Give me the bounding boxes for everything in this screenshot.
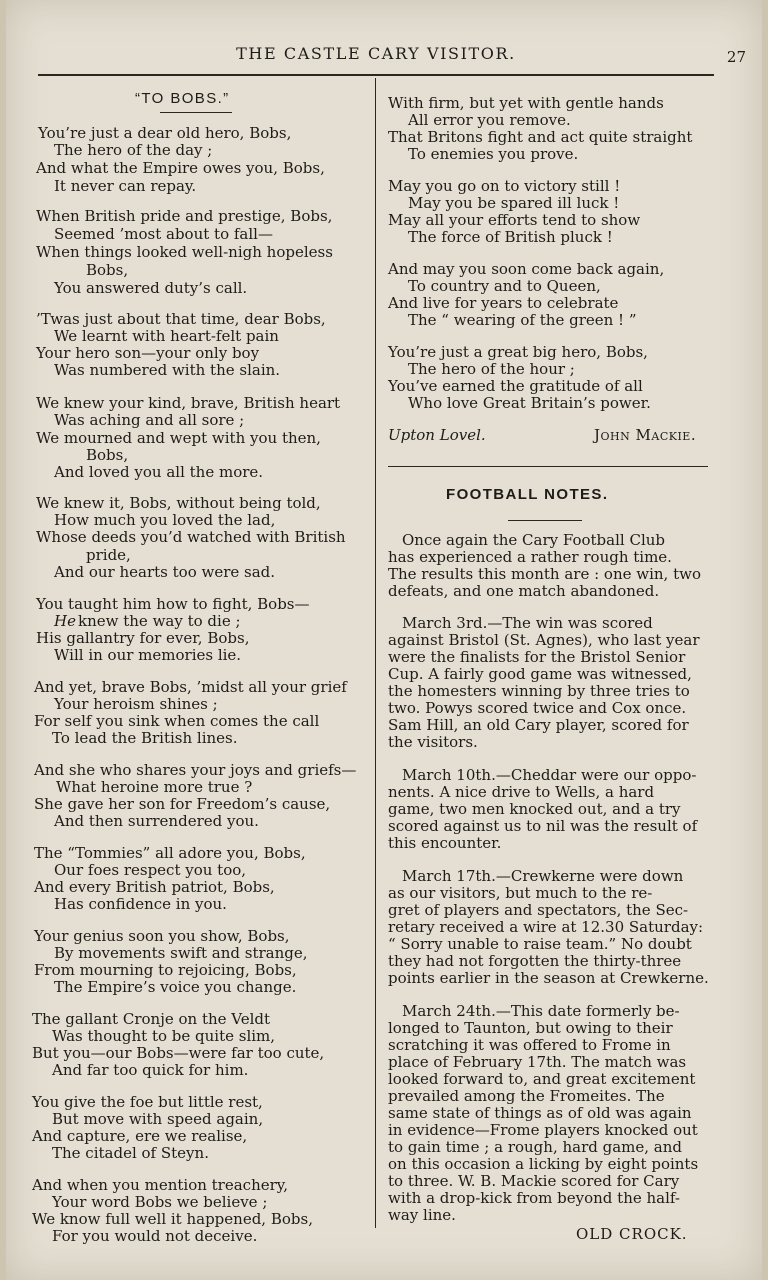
poem-line: And she who shares your joys and griefs— xyxy=(34,761,357,779)
header-rule xyxy=(38,74,714,76)
football-line: defeats, and one match abandoned. xyxy=(388,582,660,600)
poem-line: We mourned and wept with you then, xyxy=(36,429,321,447)
poem-line: From mourning to rejoicing, Bobs, xyxy=(34,961,297,979)
poem-line: ’Twas just about that time, dear Bobs, xyxy=(36,310,326,328)
football-line: scratching it was offered to Frome in xyxy=(388,1036,671,1054)
poem-line: Was thought to be quite slim, xyxy=(52,1027,276,1045)
poem-line: For you would not deceive. xyxy=(52,1227,258,1245)
page-number: 27 xyxy=(726,48,746,66)
football-line: March 3rd.—The win was scored xyxy=(402,614,653,632)
football-line: were the finalists for the Bristol Senior xyxy=(388,648,686,666)
football-line: on this occasion a licking by eight points xyxy=(388,1155,699,1173)
football-title: FOOTBALL NOTES. xyxy=(446,486,609,503)
poem-line: His gallantry for ever, Bobs, xyxy=(36,629,250,647)
poem-line: You answered duty’s call. xyxy=(54,279,248,297)
poem-line: That Britons fight and act quite straight xyxy=(388,128,693,146)
poem-line: And yet, brave Bobs, ’midst all your grief xyxy=(34,678,347,696)
poem-line: And when you mention treachery, xyxy=(32,1176,289,1194)
poem-line: Whose deeds you’d watched with British xyxy=(36,528,346,546)
poem-line: You’re just a great big hero, Bobs, xyxy=(388,343,648,361)
poem-line: Bobs, xyxy=(86,261,129,279)
poem-line: To country and to Queen, xyxy=(408,277,601,295)
poem-line: The Empire’s voice you change. xyxy=(54,978,297,996)
poem-line: With firm, but yet with gentle hands xyxy=(388,94,664,112)
football-line: game, two men knocked out, and a try xyxy=(388,800,681,818)
poem-line: May you be spared ill luck ! xyxy=(408,194,620,212)
poem-line: All error you remove. xyxy=(408,111,571,129)
poem-line: The hero of the day ; xyxy=(54,141,213,159)
football-line: with a drop-kick from beyond the half- xyxy=(388,1189,681,1207)
football-line: points earlier in the season at Crewkerne. xyxy=(388,969,709,987)
poem-line: And our hearts too were sad. xyxy=(54,563,276,581)
football-line: looked forward to, and great excitement xyxy=(388,1070,696,1088)
poem-line: Your hero son—your only boy xyxy=(36,344,260,362)
football-line: gret of players and spectators, the Sec- xyxy=(388,901,689,919)
poem-title-rule xyxy=(160,112,232,113)
football-line: as our visitors, but much to the re- xyxy=(388,884,653,902)
poem-line: The “Tommies” all adore you, Bobs, xyxy=(34,844,306,862)
poem-line: And every British patriot, Bobs, xyxy=(34,878,275,896)
poem-line: The citadel of Steyn. xyxy=(52,1144,209,1162)
poem-line: When British pride and prestige, Bobs, xyxy=(36,207,333,225)
poem-line: And live for years to celebrate xyxy=(388,294,619,312)
poem-line: You’ve earned the gratitude of all xyxy=(388,377,643,395)
football-line: they had not forgotten the thirty-three xyxy=(388,952,682,970)
football-title-rule xyxy=(508,520,582,521)
poem-line: By movements swift and strange, xyxy=(54,944,308,962)
football-line: Sam Hill, an old Cary player, scored for xyxy=(388,716,689,734)
poem-line: We knew it, Bobs, without being told, xyxy=(36,494,321,512)
poem-line: Who love Great Britain’s power. xyxy=(408,394,651,412)
football-line: prevailed among the Fromeites. The xyxy=(388,1087,665,1105)
football-line: the homesters winning by three tries to xyxy=(388,682,690,700)
football-line: retary received a wire at 12.30 Saturday: xyxy=(388,918,704,936)
poem-line: May all your efforts tend to show xyxy=(388,211,641,229)
football-line: place of February 17th. The match was xyxy=(388,1053,687,1071)
football-line: scored against us to nil was the result of xyxy=(388,817,698,835)
poem-line: And what the Empire owes you, Bobs, xyxy=(36,159,325,177)
football-line: longed to Taunton, but owing to their xyxy=(388,1019,673,1037)
football-line: to three. W. B. Mackie scored for Cary xyxy=(388,1172,680,1190)
poem-line: Our foes respect you too, xyxy=(54,861,247,879)
poem-line: We knew your kind, brave, British heart xyxy=(36,394,341,412)
football-line: March 17th.—Crewkerne were down xyxy=(402,867,684,885)
poem-line: We know full well it happened, Bobs, xyxy=(32,1210,313,1228)
poem-title: “TO BOBS.” xyxy=(135,90,230,107)
football-line: March 24th.—This date formerly be- xyxy=(402,1002,680,1020)
poem-line: And then surrendered you. xyxy=(54,812,259,830)
running-title: THE CASTLE CARY VISITOR. xyxy=(236,44,516,63)
poem-line: Bobs, xyxy=(86,446,129,464)
poem-line: She gave her son for Freedom’s cause, xyxy=(34,795,331,813)
football-line: Once again the Cary Football Club xyxy=(402,531,666,549)
football-line: “ Sorry unable to raise team.” No doubt xyxy=(388,935,692,953)
poem-line: And loved you all the more. xyxy=(54,463,264,481)
poem-line: To enemies you prove. xyxy=(408,145,579,163)
football-line: against Bristol (St. Agnes), who last year xyxy=(388,631,700,649)
football-signature: OLD CROCK. xyxy=(576,1225,688,1243)
poem-line: The gallant Cronje on the Veldt xyxy=(32,1010,271,1028)
poem-line: Will in our memories lie. xyxy=(54,646,242,664)
poem-line: Was aching and all sore ; xyxy=(54,411,245,429)
poem-line-italic-he: He xyxy=(54,612,76,630)
football-line: in evidence—Frome players knocked out xyxy=(388,1121,698,1139)
poem-line: You’re just a dear old hero, Bobs, xyxy=(38,124,292,142)
poem-line: May you go on to victory still ! xyxy=(388,177,621,195)
poem-line: You taught him how to fight, Bobs— xyxy=(36,595,310,613)
poem-line: What heroine more true ? xyxy=(56,778,253,796)
football-line: Cup. A fairly good game was witnessed, xyxy=(388,665,692,683)
poem-line: And may you soon come back again, xyxy=(388,260,665,278)
poem-line: And capture, ere we realise, xyxy=(32,1127,248,1145)
football-line: The results this month are : one win, two xyxy=(388,565,701,583)
football-line: same state of things as of old was again xyxy=(388,1104,692,1122)
football-line: two. Powys scored twice and Cox once. xyxy=(388,699,687,717)
page xyxy=(6,0,762,1280)
poem-line: The “ wearing of the green ! ” xyxy=(408,311,637,329)
poem-line: For self you sink when comes the call xyxy=(34,712,320,730)
page-header xyxy=(6,42,746,68)
poem-author: John Mackie. xyxy=(594,426,697,444)
football-line: nents. A nice drive to Wells, a hard xyxy=(388,783,655,801)
poem-line: knew the way to die ; xyxy=(78,612,241,630)
poem-line: To lead the British lines. xyxy=(52,729,238,747)
poem-line: But you—our Bobs—were far too cute, xyxy=(32,1044,325,1062)
column-divider xyxy=(375,78,376,1228)
poem-line: You give the foe but little rest, xyxy=(32,1093,263,1111)
poem-line: Seemed ’most about to fall— xyxy=(54,225,273,243)
poem-place: Upton Lovel. xyxy=(388,426,486,444)
poem-line: Has confidence in you. xyxy=(54,895,227,913)
poem-line: Was numbered with the slain. xyxy=(54,361,281,379)
poem-line: Your heroism shines ; xyxy=(54,695,218,713)
football-line: the visitors. xyxy=(388,733,478,751)
poem-line: We learnt with heart-felt pain xyxy=(54,327,279,345)
poem-line: The force of British pluck ! xyxy=(408,228,613,246)
poem-line: Your genius soon you show, Bobs, xyxy=(34,927,290,945)
poem-line: It never can repay. xyxy=(54,177,197,195)
poem-line: How much you loved the lad, xyxy=(54,511,276,529)
poem-line: When things looked well-nigh hopeless xyxy=(36,243,333,261)
poem-line: Your word Bobs we believe ; xyxy=(52,1193,268,1211)
section-rule xyxy=(388,466,708,467)
football-line: to gain time ; a rough, hard game, and xyxy=(388,1138,683,1156)
poem-line: And far too quick for him. xyxy=(52,1061,249,1079)
football-line: way line. xyxy=(388,1206,456,1224)
football-line: March 10th.—Cheddar were our oppo- xyxy=(402,766,697,784)
poem-line: pride, xyxy=(86,546,131,564)
poem-line: But move with speed again, xyxy=(52,1110,264,1128)
poem-line: The hero of the hour ; xyxy=(408,360,575,378)
football-line: this encounter. xyxy=(388,834,502,852)
football-line: has experienced a rather rough time. xyxy=(388,548,672,566)
